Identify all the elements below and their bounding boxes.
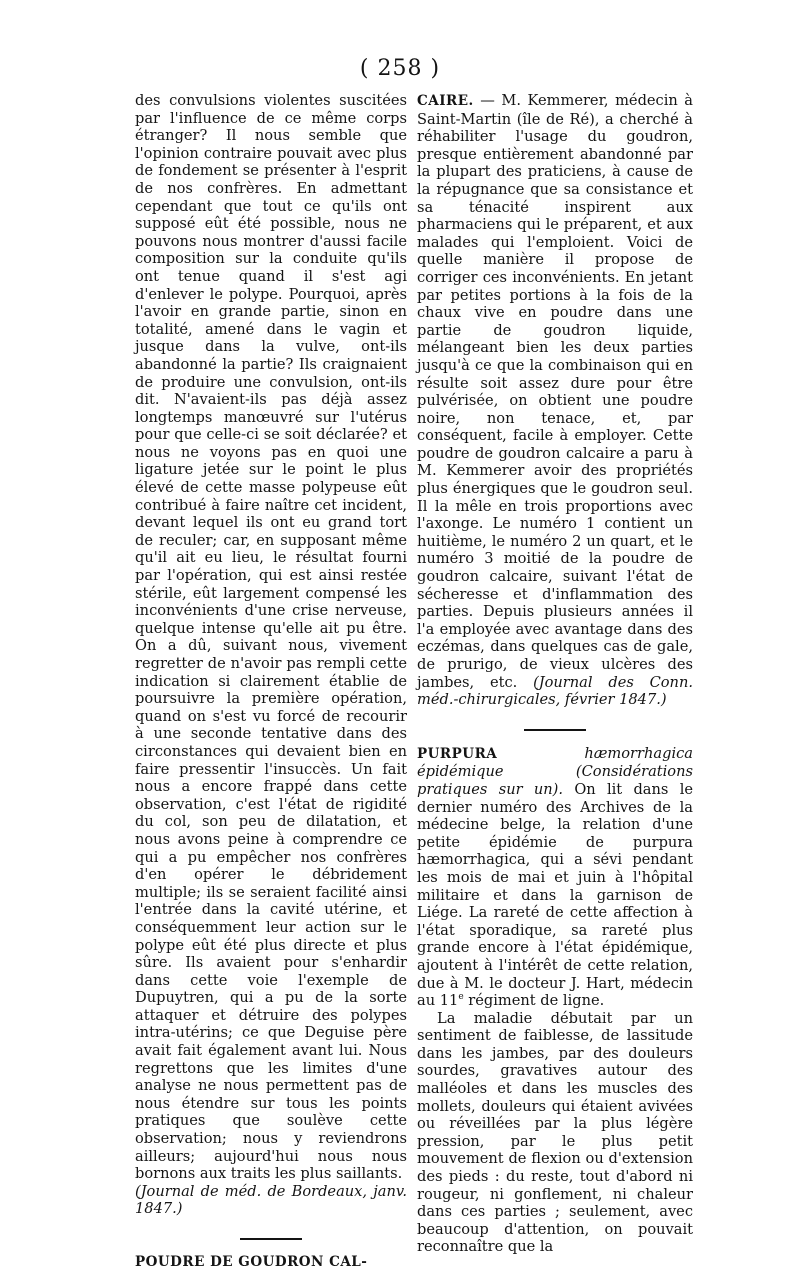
section-heading-purpura-italic: hæmorrhagica épidémique: [417, 744, 693, 781]
left-citation: (Journal de méd. de Bordeaux, janv. 1847.): [135, 1182, 407, 1218]
section-divider-2: [524, 729, 586, 731]
section-heading-purpura: PURPURA: [417, 745, 498, 762]
right-column: [417, 92, 693, 1256]
left-column: [135, 92, 407, 1272]
superscript-e: e: [458, 992, 464, 1003]
right-citation-1: (Journal des Conn. méd.-chirurgicales, février 1847.): [417, 673, 693, 709]
section-heading-caire: CAIRE.: [417, 93, 474, 109]
section-heading-purpura-sub: (Considérations pratiques sur un).: [417, 763, 693, 798]
section-divider: [240, 1238, 302, 1240]
section-heading-poudre: POUDRE DE GOUDRON CAL-: [135, 1254, 368, 1270]
right-paragraph-1: — M. Kemmerer, médecin à Saint-Martin (île de Ré), a cherché à réhabiliter l'usage du goudron, presque entièrement abandonné par la plupart des praticiens, à cause de la répugnance que sa consistance et sa ténacité inspirent aux pharmaciens qui le préparent, et aux malades qui l'emploient. Voici de quelle manière il propose de corriger ces inconvénients. En jetant par petites portions à la fois de la chaux vive en poudre dans une partie de goudron liquide, mélangeant bien les deux parties jusqu'à ce que la combinaison qui en résulte soit assez dure pour être pulvérisée, on obtient une poudre noire, non tenace, et, par conséquent, facile à employer. Cette poudre de goudron calcaire a paru à M. Kemmerer avoir des propriétés plus énergiques que le goudron seul. Il la mêle en trois proportions avec l'axonge. Le numéro 1 contient un huitième, le numéro 2 un quart, et le numéro 3 moitié de la poudre de goudron calcaire, suivant l'état de sécheresse et d'inflammation des parties. Depuis plusieurs années il l'a employée avec avantage dans des eczémas, dans quelques cas de gale, de prurigo, de vieux ulcères des jambes, etc.: [417, 92, 694, 691]
right-paragraph-2-end: régiment de ligne.: [463, 992, 605, 1010]
right-paragraph-2: On lit dans le dernier numéro des Archives de la médecine belge, la relation d'une petite épidémie de purpura hæmorrhagica, qui a sévi pendant les mois de mai et juin à l'hôpital militaire et dans la garnison de Liége. La rareté de cette affection à l'état sporadique, sa rareté plus grande encore à l'état épidémique, ajoutent à l'intérêt de cette relation, due à M. le docteur J. Hart, médecin au 11: [417, 780, 693, 1010]
left-paragraph: des convulsions violentes suscitées par l'influence de ce même corps étranger? Il nous semble que l'opinion contraire pouvait avec plus de fondement se présenter à l'esprit de nos confrères. En admettant cependant que tout ce qu'ils ont supposé eût été possible, nous ne pouvons nous montrer d'aussi facile composition sur la conduite qu'ils ont tenue quand il s'est agi d'enlever le polype. Pourquoi, après l'avoir en grande partie, sinon en totalité, amené dans le vagin et jusque dans la vulve, ont-ils abandonné la partie? Ils craignaient de produire une convulsion, ont-ils dit. N'avaient-ils pas déjà assez longtemps manœuvré sur l'utérus pour que celle-ci se soit déclarée? et nous ne voyons pas en quoi une ligature jetée sur le point le plus élevé de cette masse polypeuse eût contribué à faire naître cet incident, devant lequel ils ont eu grand tort de reculer; car, en supposant même qu'il ait eu lieu, le résultat fourni par l'opération, qui est ainsi restée stérile, eût largement compensé les inconvénients d'une crise nerveuse, quelque intense qu'elle ait pu être. On a dû, suivant nous, vivement regretter de n'avoir pas rempli cette indication si clairement établie de poursuivre la première opération, quand on s'est vu forcé de recourir à une seconde tentative dans des circonstances qui devaient bien en faire pressentir l'insuccès. Un fait nous a encore frappé dans cette observation, c'est l'état de rigidité du col, son peu de dilatation, et nous avons peine à comprendre ce qui a pu empêcher nos confrères d'en opérer le débridement multiple; ils se seraient facilité ainsi l'entrée dans la cavité utérine, et conséquemment leur action sur le polype eût été plus directe et plus sûre. Ils avaient pour s'enhardir dans cette voie l'exemple de Dupuytren, qui a pu de la sorte attaquer et détruire des polypes intra-utérins; ce que Deguise père avait fait également avant lui. Nous regrettons que les limites d'une analyse ne nous permettent pas de nous étendre sur tous les points pratiques que soulève cette observation; nous y reviendrons ailleurs; aujourd'hui nous nous bornons aux traits les plus saillants.: [135, 92, 407, 1183]
page-number: ( 258 ): [359, 56, 441, 81]
right-paragraph-3: La maladie débutait par un sentiment de faiblesse, de lassitude dans les jambes, par des douleurs sourdes, gravatives autour des malléoles et dans les muscles des mollets, douleurs qui étaient avivées ou réveillées par la plus légère pression, par le plus petit mouvement de flexion ou d'extension des pieds : du reste, tout d'abord ni rougeur, ni gonflement, ni chaleur dans ces parties ; seulement, avec beaucoup d'attention, on pouvait reconnaître que la: [417, 1009, 693, 1256]
